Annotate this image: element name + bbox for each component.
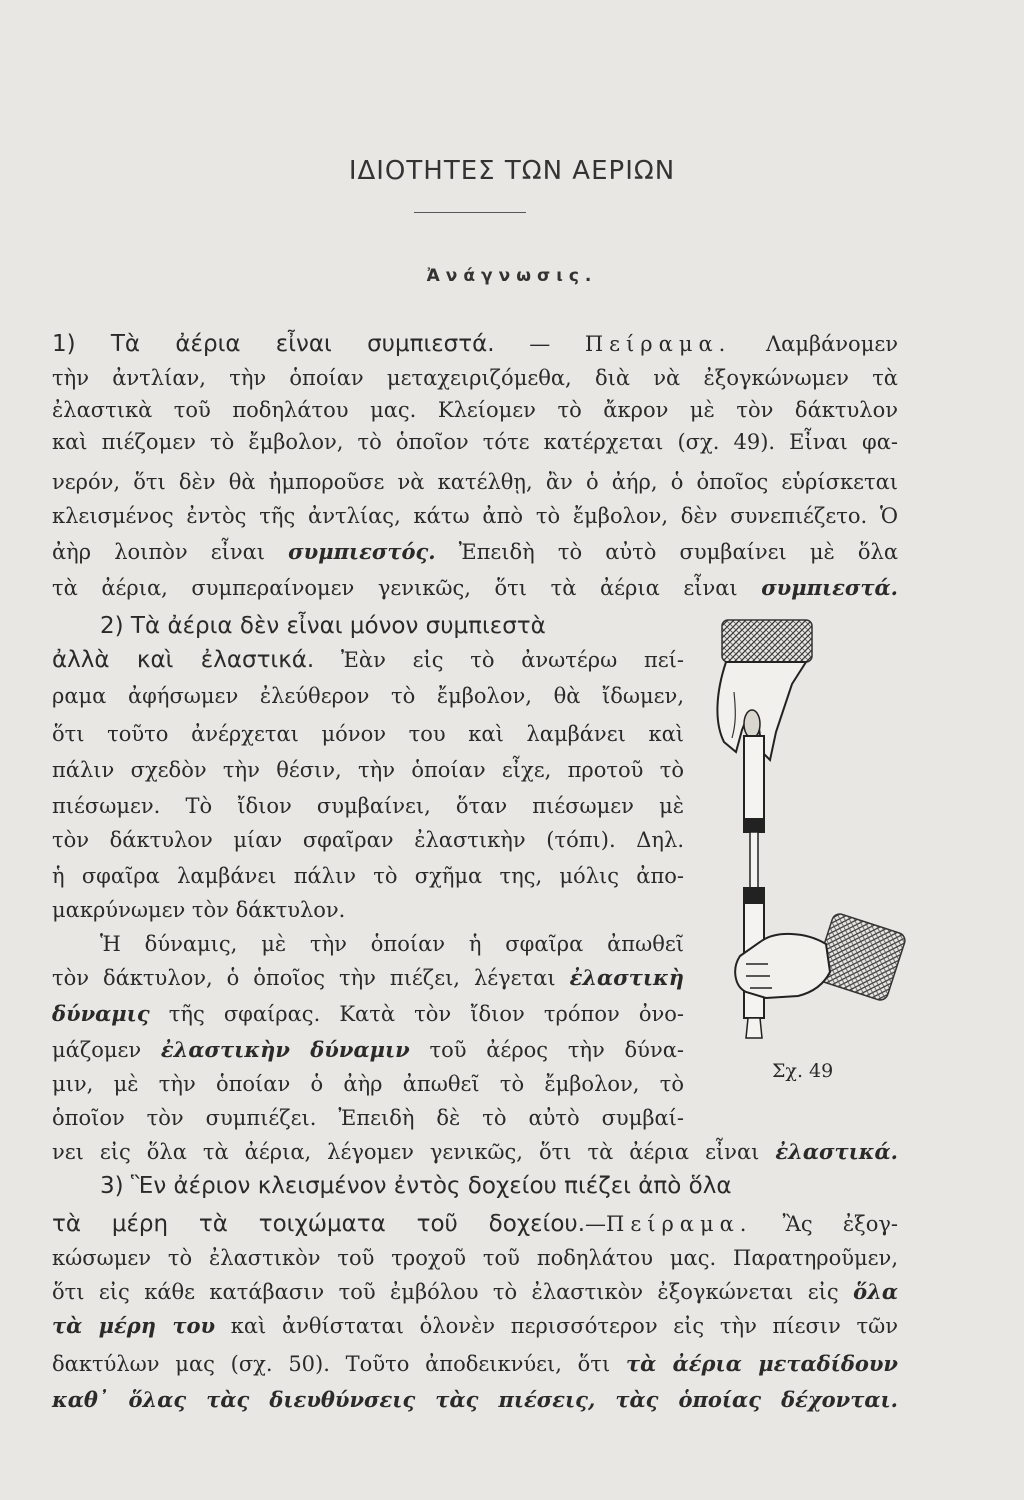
- section-subtitle: Ἀνάγνωσις.: [426, 266, 598, 286]
- s3-heading-2: τὰ μέρη τὰ τοιχώματα τοῦ δοχείου.: [52, 1211, 586, 1237]
- s3-term-all: ὅλα: [853, 1279, 898, 1304]
- s3-heading-1: 3) Ἓν ἀέριον κλεισμένον ἐντὸς δοχείου πιέζει ἀπὸ ὅλα: [100, 1173, 732, 1199]
- s3-line-4: τὰ μέρη του καὶ ἀνθίσταται ὁλονὲν περισσότερον εἰς τὴν πίεσιν τῶν: [52, 1313, 898, 1338]
- s3-line-2: κώσωμεν τὸ ἐλαστικὸν τοῦ τροχοῦ τοῦ ποδηλάτου μας. Παρατηροῦμεν,: [52, 1246, 898, 1270]
- s3-term-parts: τὰ μέρη του: [52, 1313, 216, 1338]
- s3-experiment-label: Πείραμα.: [606, 1212, 753, 1236]
- s1-term-compressible: συμπιεστός.: [288, 539, 436, 564]
- s2-p2-line-1: Ἡ δύναμις, μὲ τὴν ὁποίαν ἡ σφαῖρα ἀπωθεῖ: [100, 932, 684, 956]
- page-title: ΙΔΙΟΤΗΤΕΣ ΤΩΝ ΑΕΡΙΩΝ: [348, 156, 676, 186]
- s1-line-6: κλεισμένος ἐντὸς τῆς ἀντλίας, κάτω ἀπὸ τὸ ἔμβολον, δὲν συνεπιέζετο. Ὁ: [52, 504, 898, 528]
- s2-term-elastic-force: ἐλαστικὴν δύναμιν: [160, 1037, 410, 1062]
- s3-line-3: ὅτι εἰς κάθε κατάβασιν τοῦ ἐμβόλου τὸ ἐλαστικὸν ἐξογκώνεται εἰς ὅλα: [52, 1279, 898, 1304]
- s1-line-1: 1) Τὰ ἀέρια εἶναι συμπιεστά. — Πείραμα. Λαμβάνομεν: [52, 331, 898, 357]
- s3-line-1: τὰ μέρη τὰ τοιχώματα τοῦ δοχείου.—Πείραμα. Ἂς ἐξογ-: [52, 1211, 898, 1237]
- s1-line-3: ἐλαστικὰ τοῦ ποδηλάτου μας. Κλείομεν τὸ ἄκρον μὲ τὸν δάκτυλον: [52, 398, 898, 422]
- s2-term-elastic: ἐλαστικὴ: [569, 965, 684, 990]
- s1-line-8: τὰ ἀέρια, συμπεραίνομεν γενικῶς, ὅτι τὰ ἀέρια εἶναι συμπιεστά.: [52, 575, 898, 600]
- s3-line-6: [52, 1386, 898, 1414]
- s2-line-1: ἀλλὰ καὶ ἐλαστικά. Ἐὰν εἰς τὸ ἀνωτέρω πεί-: [52, 647, 685, 673]
- s1-line-4: καὶ πιέζομεν τὸ ἔμβολον, τὸ ὁποῖον τότε κατέρχεται (σχ. 49). Εἶναι φα-: [52, 430, 898, 454]
- title-rule: [414, 212, 526, 213]
- s2-line-7: ἡ σφαῖρα λαμβάνει πάλιν τὸ σχῆμα της, μόλις ἀπο-: [52, 864, 684, 888]
- s1-experiment-label: Πείραμα.: [584, 332, 732, 356]
- s2-heading-1: 2) Τὰ ἀέρια δὲν εἶναι μόνον συμπιεστὰ: [100, 613, 546, 639]
- s1-heading: 1) Τὰ ἀέρια εἶναι συμπιεστά.: [52, 331, 495, 357]
- s2-line-3: ὅτι τοῦτο ἀνέρχεται μόνον του καὶ λαμβάνει καὶ: [52, 722, 684, 746]
- s2-term-elastic-2: ἐλαστικά.: [775, 1139, 898, 1164]
- s1-line-7: ἀὴρ λοιπὸν εἶναι συμπιεστός. Ἐπειδὴ τὸ αὐτὸ συμβαίνει μὲ ὅλα: [52, 539, 899, 564]
- s2-line-4: πάλιν σχεδὸν τὴν θέσιν, τὴν ὁποίαν εἶχε, προτοῦ τὸ: [52, 758, 684, 782]
- s2-line-2: ραμα ἀφήσωμεν ἐλεύθερον τὸ ἔμβολον, θὰ ἴδωμεν,: [52, 684, 684, 708]
- s2-heading-2: ἀλλὰ καὶ ἐλαστικά.: [52, 647, 315, 673]
- s2-line-5: πιέσωμεν. Τὸ ἴδιον συμβαίνει, ὅταν πιέσωμεν μὲ: [52, 794, 684, 818]
- s1-term-compressible-2: συμπιεστά.: [761, 575, 898, 600]
- s1-line-5: νερόν, ὅτι δὲν θὰ ἠμποροῦσε νὰ κατέλθῃ, ἂν ὁ ἀήρ, ὁ ὁποῖος εὑρίσκεται: [52, 470, 898, 494]
- s2-p2-line-3: δύναμις τῆς σφαίρας. Κατὰ τὸν ἴδιον τρόπον ὀνο-: [52, 1001, 684, 1026]
- s3-conclusion: καθ᾿ ὅλας τὰς διευθύνσεις τὰς πιέσεις, τὰς ὁποίας δέχονται.: [52, 1387, 898, 1412]
- s3-term-transmit: τὰ ἀέρια μεταδίδουν: [625, 1351, 898, 1376]
- s2-p2-line-4: μάζομεν ἐλαστικὴν δύναμιν τοῦ ἀέρος τὴν δύνα-: [52, 1037, 684, 1062]
- bicycle-pump-hands-illustration: [706, 612, 906, 1072]
- s2-p2-line-5: μιν, μὲ τὴν ὁποίαν ὁ ἀὴρ ἀπωθεῖ τὸ ἔμβολον, τὸ: [52, 1072, 684, 1096]
- s2-line-6: τὸν δάκτυλον μίαν σφαῖραν ἐλαστικὴν (τόπι). Δηλ.: [52, 828, 684, 852]
- s2-line-8: μακρύνωμεν τὸν δάκτυλον.: [52, 898, 346, 922]
- s2-p2-line-2: τὸν δάκτυλον, ὁ ὁποῖος τὴν πιέζει, λέγεται ἐλαστικὴ: [52, 965, 684, 990]
- s2-term-force: δύναμις: [52, 1001, 150, 1026]
- figure-caption: Σχ. 49: [772, 1060, 834, 1082]
- s3-line-5: δακτύλων μας (σχ. 50). Τοῦτο ἀποδεικνύει, ὅτι τὰ ἀέρια μεταδίδουν: [52, 1351, 898, 1376]
- s2-p2-line-6: ὁποῖον τὸν συμπιέζει. Ἐπειδὴ δὲ τὸ αὐτὸ συμβαί-: [52, 1106, 684, 1130]
- s1-line-2: τὴν ἀντλίαν, τὴν ὁποίαν μεταχειριζόμεθα, διὰ νὰ ἐξογκώνωμεν τὰ: [52, 366, 898, 390]
- s2-p2-line-7: νει εἰς ὅλα τὰ ἀέρια, λέγομεν γενικῶς, ὅτι τὰ ἀέρια εἶναι ἐλαστικά.: [52, 1139, 898, 1164]
